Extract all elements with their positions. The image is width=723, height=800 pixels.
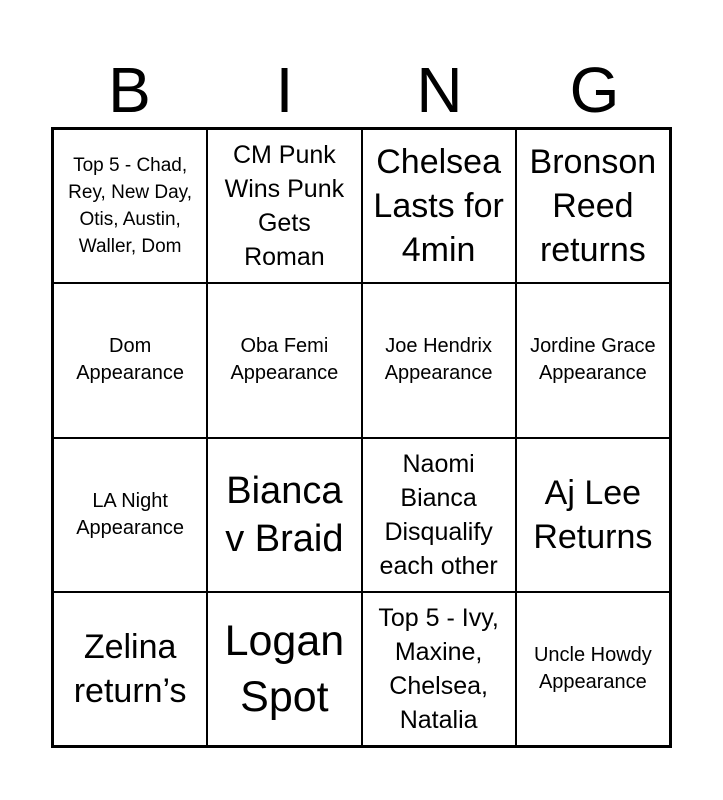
bingo-cell-text: Jordine Grace Appearance (530, 335, 656, 385)
header-letter-n: N (416, 54, 463, 126)
bingo-cell-text: Top 5 - Chad, Rey, New Day, Otis, Austin, Waller, Dom (68, 155, 193, 258)
bingo-cell-text: Dom Appearance (76, 335, 185, 385)
bingo-cell-5[interactable] (53, 283, 207, 437)
header-letter-g: G (569, 54, 620, 126)
header-letter-i: I (275, 54, 294, 126)
bingo-cell-14[interactable] (207, 592, 361, 746)
bingo-cell-text: LA Night Appearance (76, 489, 185, 539)
bingo-cell-3[interactable] (362, 129, 516, 283)
bingo-header (52, 52, 672, 128)
bingo-cell-7[interactable] (362, 283, 516, 437)
bingo-cell-text: Oba Femi Appearance (230, 335, 339, 385)
bingo-cell-text: Bronson Reed returns (529, 143, 657, 270)
bingo-cell-8[interactable] (516, 283, 670, 437)
bingo-cell-text: Logan Spot (224, 616, 345, 721)
bingo-cell-text: Naomi Bianca Disqualify each other (379, 449, 498, 580)
bingo-cell-15[interactable] (362, 592, 516, 746)
bingo-cell-12[interactable] (516, 438, 670, 592)
bingo-cell-1[interactable] (53, 129, 207, 283)
bingo-cell-11[interactable] (362, 438, 516, 592)
bingo-cell-text: Aj Lee Returns (533, 473, 653, 556)
bingo-cell-text: Chelsea Lasts for 4min (373, 143, 504, 270)
bingo-cell-text: Joe Hendrix Appearance (384, 335, 493, 385)
bingo-cell-13[interactable] (53, 592, 207, 746)
bingo-cell-10[interactable] (207, 438, 361, 592)
bingo-grid (51, 127, 672, 748)
bingo-cell-text: CM Punk Wins Punk Gets Roman (224, 141, 345, 272)
bingo-cell-text: Zelina return’s (73, 627, 187, 710)
bingo-cell-text: Uncle Howdy Appearance (533, 643, 652, 693)
bingo-cell-4[interactable] (516, 129, 670, 283)
bingo-cell-text: Bianca v Braid (225, 469, 344, 560)
bingo-cell-2[interactable] (207, 129, 361, 283)
bingo-cell-text: Top 5 - Ivy, Maxine, Chelsea, Natalia (378, 603, 499, 734)
bingo-cell-6[interactable] (207, 283, 361, 437)
header-letter-b: B (108, 54, 151, 126)
bingo-cell-9[interactable] (53, 438, 207, 592)
bingo-cell-16[interactable] (516, 592, 670, 746)
